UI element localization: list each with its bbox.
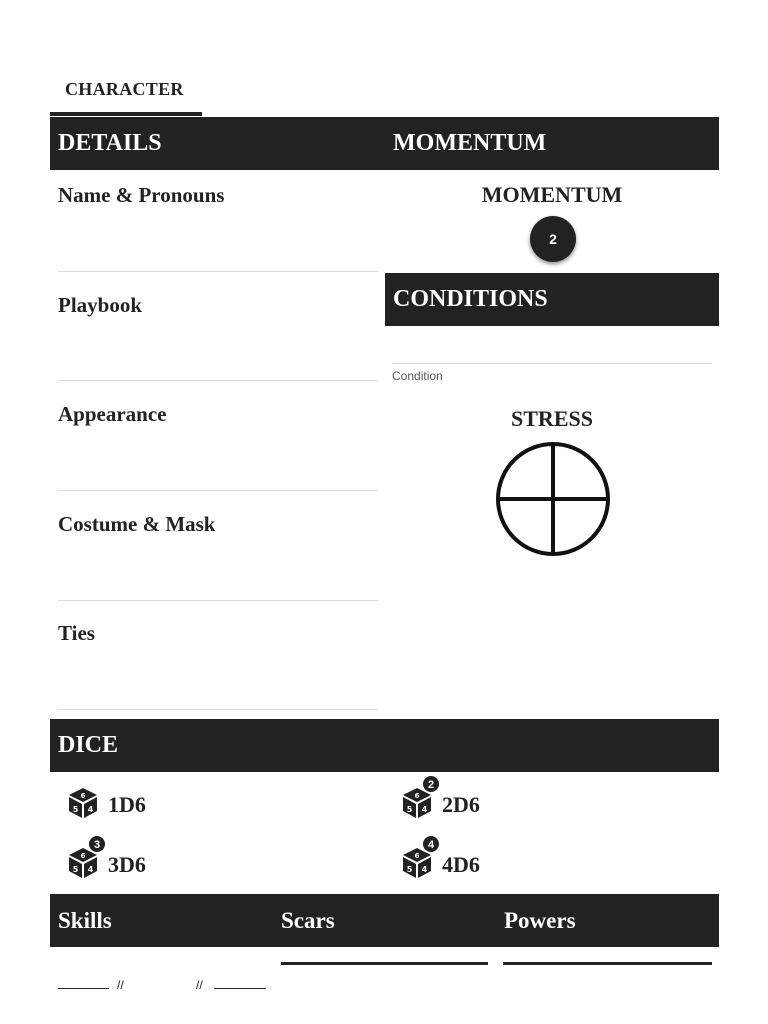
field-divider — [58, 271, 378, 272]
dice-header — [50, 719, 719, 772]
field-playbook-input[interactable] — [58, 325, 378, 379]
dice-roll-1d6[interactable] — [66, 786, 266, 826]
powers-header: Powers — [504, 908, 576, 933]
field-appearance-label: Appearance — [58, 402, 167, 426]
dice-icon — [66, 786, 100, 820]
tab-character-label: CHARACTER — [65, 79, 184, 99]
conditions-header-label: CONDITIONS — [393, 286, 548, 312]
field-name-pronouns-input[interactable] — [58, 215, 378, 269]
momentum-header-label: MOMENTUM — [393, 130, 547, 156]
svg-text:6: 6 — [414, 792, 420, 800]
dice-roll-2d6[interactable] — [400, 779, 600, 826]
svg-text:6: 6 — [80, 792, 86, 800]
momentum-title: MOMENTUM — [481, 182, 623, 207]
svg-text:5: 5 — [406, 865, 413, 874]
details-header-label: DETAILS — [58, 130, 162, 156]
field-divider — [58, 380, 378, 381]
skill-separator: // — [117, 978, 124, 992]
scars-list-rule — [281, 962, 488, 965]
dice-roll-3d6[interactable] — [66, 839, 266, 886]
field-divider — [58, 490, 378, 491]
svg-text:4: 4 — [87, 805, 94, 814]
svg-text:5: 5 — [72, 805, 79, 814]
svg-text:4: 4 — [87, 865, 94, 874]
field-ties-label: Ties — [58, 621, 95, 645]
conditions-header — [385, 273, 719, 326]
field-ties-input[interactable] — [58, 653, 378, 707]
details-header — [50, 117, 385, 170]
condition-input[interactable] — [392, 336, 712, 362]
skills-header: Skills — [58, 908, 112, 933]
field-costume-mask-input[interactable] — [58, 544, 378, 598]
svg-text:4: 4 — [421, 805, 428, 814]
dice-count-badge: 4 — [422, 835, 440, 853]
field-costume-mask-label: Costume & Mask — [58, 512, 216, 536]
dice-roll-label: 3D6 — [108, 852, 146, 877]
skill-separator: // — [196, 978, 203, 992]
skill-value-line[interactable] — [58, 988, 109, 989]
stress-title: STRESS — [511, 406, 593, 431]
scars-header: Scars — [281, 908, 335, 933]
dice-roll-4d6[interactable] — [400, 839, 600, 886]
svg-text:6: 6 — [414, 852, 420, 860]
condition-underline — [392, 363, 712, 364]
dice-roll-label: 4D6 — [442, 852, 480, 877]
condition-field-label: Condition — [392, 369, 443, 383]
tab-active-underline — [50, 112, 202, 116]
dice-header-label: DICE — [58, 732, 119, 758]
svg-text:5: 5 — [406, 805, 413, 814]
dice-count-badge: 2 — [422, 775, 440, 793]
svg-text:5: 5 — [72, 865, 79, 874]
field-appearance-input[interactable] — [58, 434, 378, 488]
svg-text:6: 6 — [80, 852, 86, 860]
field-divider — [58, 600, 378, 601]
tab-character[interactable] — [50, 76, 202, 116]
skill-value-line[interactable] — [214, 988, 266, 989]
field-playbook-label: Playbook — [58, 293, 143, 317]
bottom-header-bar — [50, 894, 719, 947]
dice-count-badge: 3 — [88, 835, 106, 853]
dice-roll-label: 2D6 — [442, 792, 480, 817]
dice-roll-label: 1D6 — [108, 792, 146, 817]
momentum-header — [385, 117, 719, 170]
stress-clock[interactable] — [494, 440, 612, 558]
svg-text:4: 4 — [421, 865, 428, 874]
powers-list-rule — [503, 962, 712, 965]
momentum-value-badge[interactable]: 2 — [530, 216, 576, 262]
field-name-pronouns-label: Name & Pronouns — [58, 183, 225, 207]
field-divider — [58, 709, 378, 710]
